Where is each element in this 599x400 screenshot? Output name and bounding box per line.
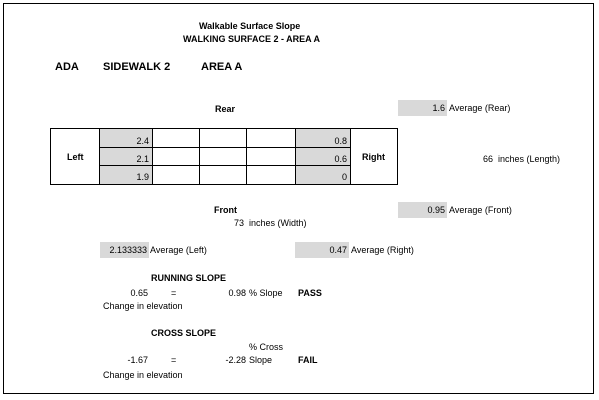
left-label: Left	[67, 152, 84, 162]
right-average-label: Average (Right)	[351, 245, 414, 255]
length-label: inches (Length)	[498, 154, 561, 164]
right-value-cell: 0.8	[334, 136, 347, 146]
sidewalk-label: SIDEWALK 2	[103, 61, 171, 73]
left-value-cell: 2.4	[136, 136, 149, 146]
cross-slope-change: -1.67	[127, 355, 148, 365]
cross-slope-equals: =	[171, 355, 177, 365]
cross-slope-percent-label-line1: % Cross	[249, 342, 284, 352]
grid-divider	[199, 129, 200, 184]
grid-divider	[99, 147, 351, 148]
grid-divider	[246, 129, 247, 184]
area-label: AREA A	[201, 61, 243, 73]
right-label: Right	[362, 152, 385, 162]
right-average-value: 0.47	[329, 245, 347, 255]
running-slope-result: PASS	[298, 288, 322, 298]
running-slope-change-label: Change in elevation	[103, 301, 183, 311]
left-average-value: 2.133333	[109, 245, 147, 255]
width-label: inches (Width)	[249, 218, 307, 228]
cross-slope-percent-label-line2: Slope	[249, 355, 273, 365]
running-slope-heading: RUNNING SLOPE	[151, 273, 227, 283]
front-average-label: Average (Front)	[449, 205, 512, 215]
rear-label: Rear	[215, 104, 236, 114]
front-label: Front	[214, 205, 237, 215]
running-slope-percent-label: % Slope	[249, 288, 283, 298]
cross-slope-heading: CROSS SLOPE	[151, 328, 217, 338]
sheet-title: Walkable Surface Slope	[199, 21, 301, 31]
sheet-subtitle: WALKING SURFACE 2 - AREA A	[183, 34, 321, 44]
cross-slope-percent: -2.28	[225, 355, 246, 365]
grid-divider	[350, 129, 351, 184]
grid-divider	[152, 129, 153, 184]
right-value-cell: 0.6	[334, 154, 347, 164]
ada-label: ADA	[55, 61, 79, 73]
running-slope-percent: 0.98	[228, 288, 246, 298]
left-average-label: Average (Left)	[150, 245, 207, 255]
width-value: 73	[234, 218, 245, 228]
right-value-cell: 0	[341, 172, 347, 182]
grid-divider	[99, 165, 351, 166]
cross-slope-change-label: Change in elevation	[103, 370, 183, 380]
left-value-cell: 1.9	[136, 172, 149, 182]
front-average-value: 0.95	[427, 205, 445, 215]
running-slope-change: 0.65	[130, 288, 148, 298]
cross-slope-result: FAIL	[298, 355, 318, 365]
running-slope-equals: =	[171, 288, 177, 298]
rear-average-value: 1.6	[432, 103, 445, 113]
rear-average-label: Average (Rear)	[449, 103, 511, 113]
length-value: 66	[483, 154, 494, 164]
left-value-cell: 2.1	[136, 154, 149, 164]
sheet-frame	[3, 3, 594, 394]
